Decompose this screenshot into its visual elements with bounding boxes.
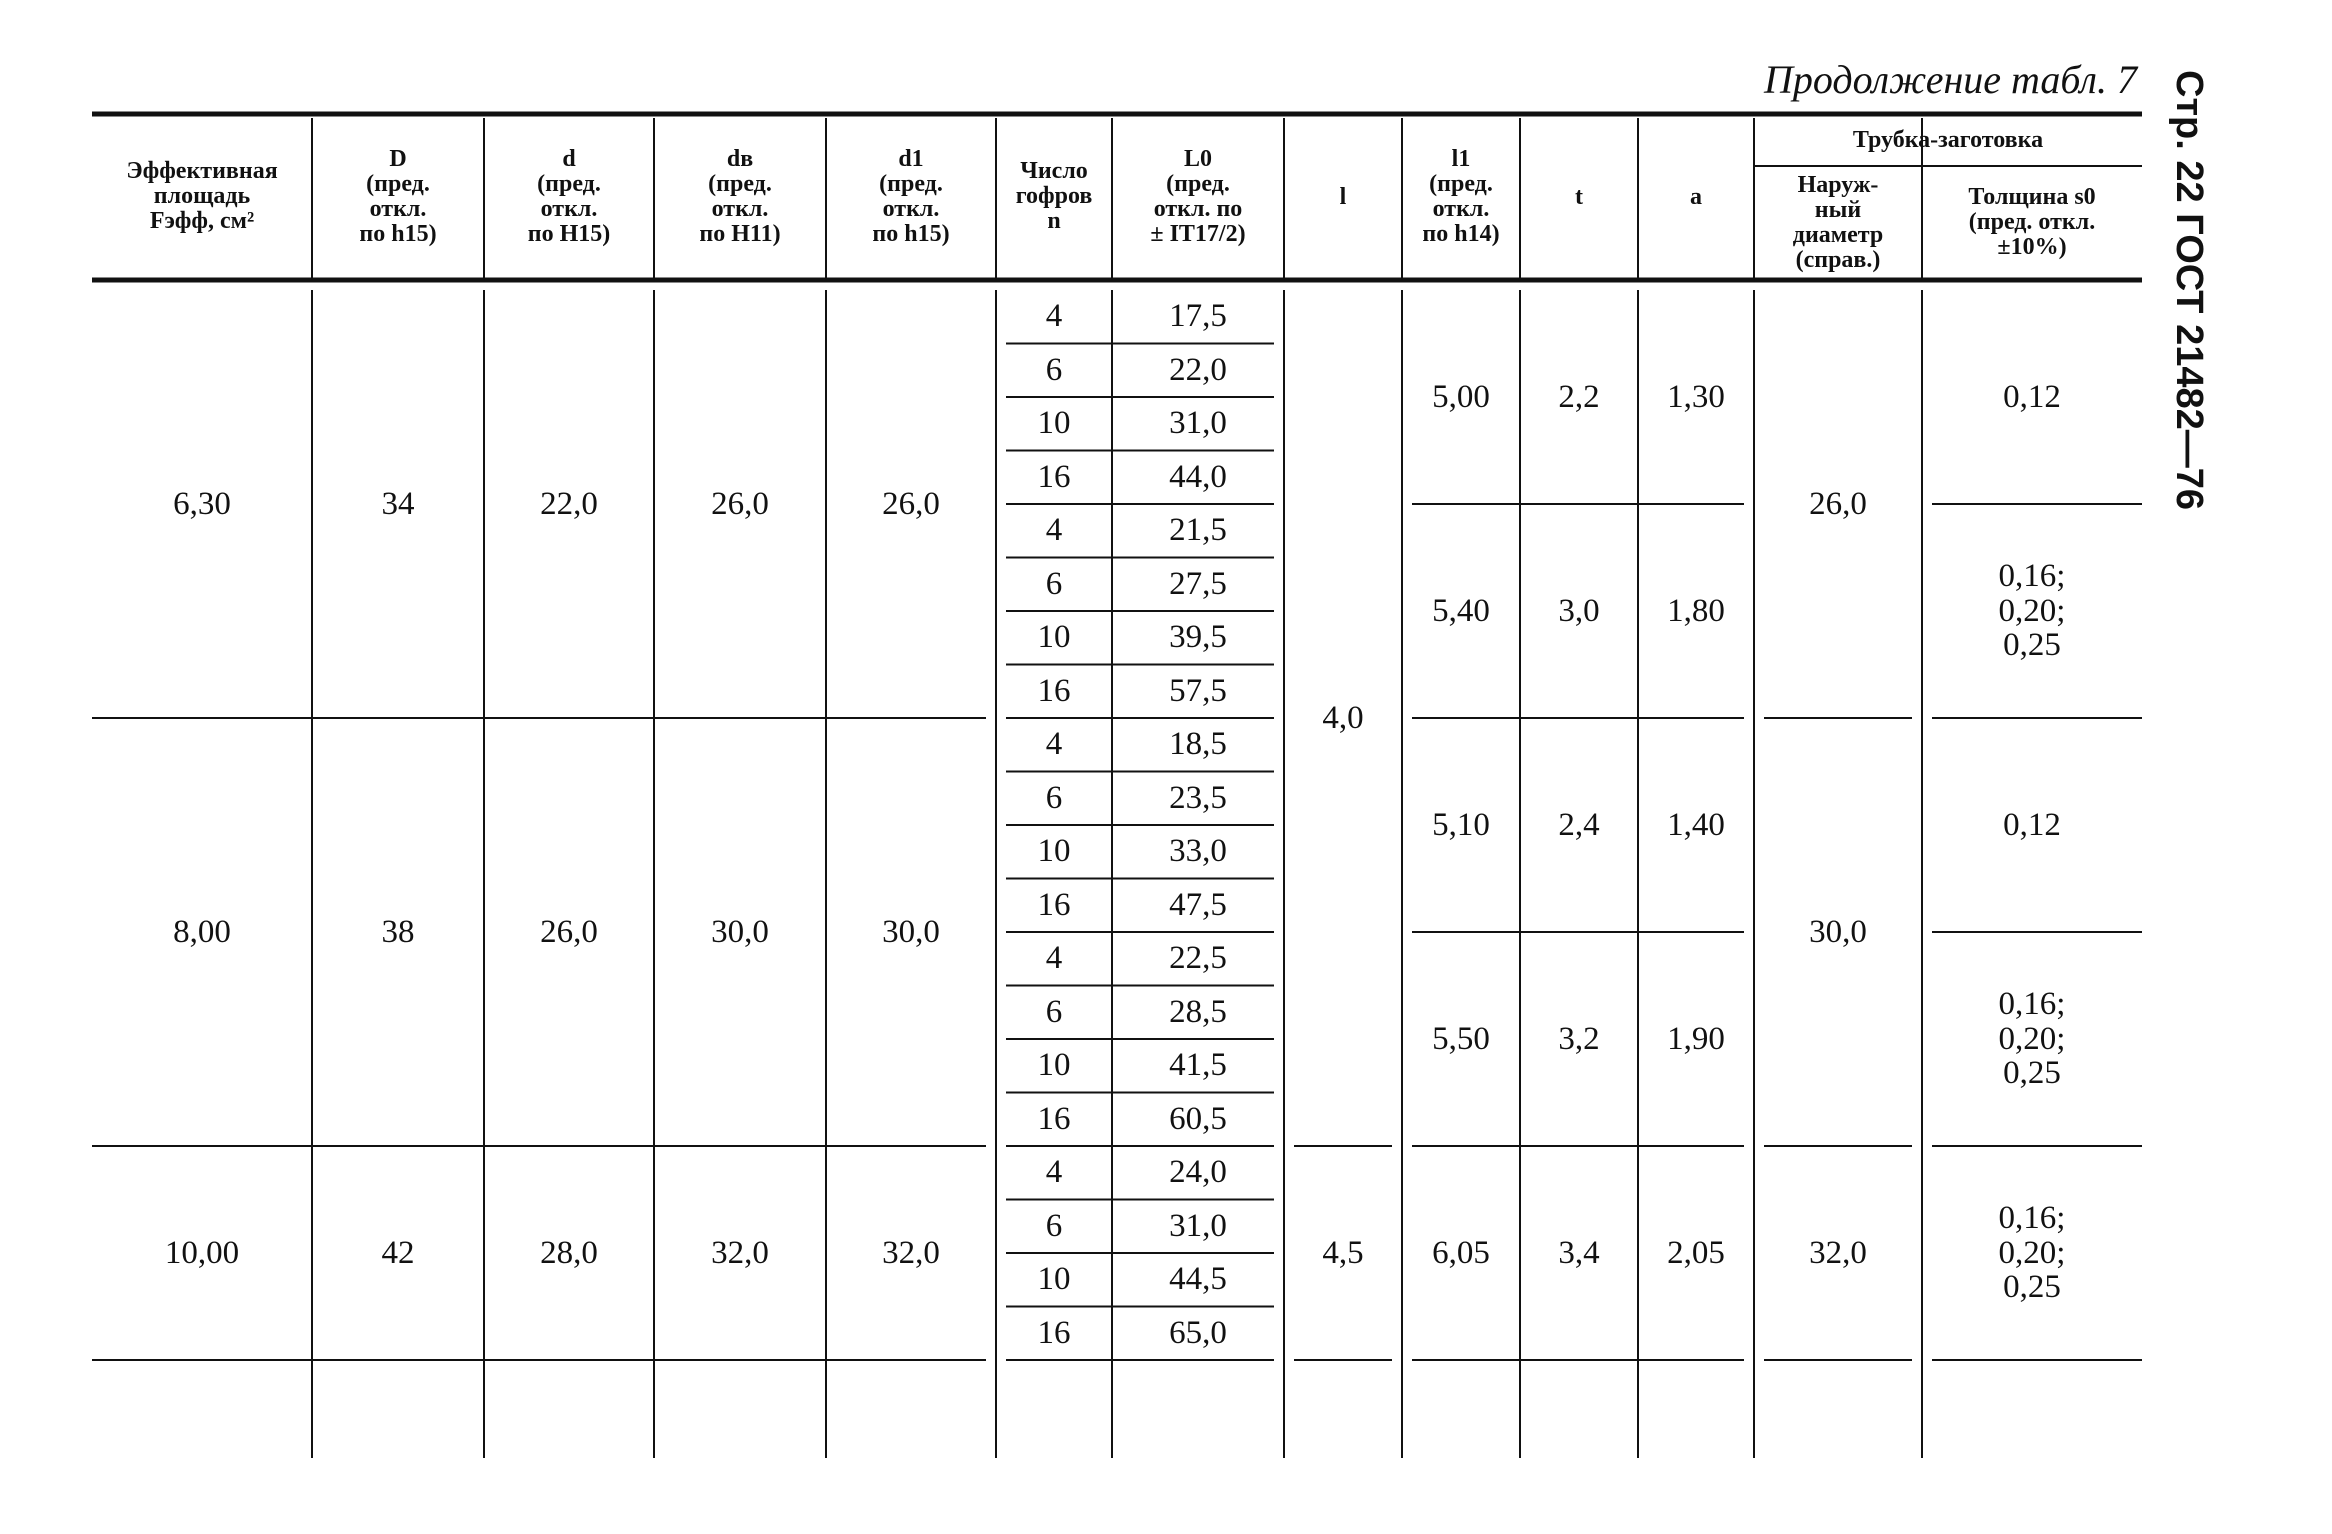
- header-d-line: откл.: [540, 195, 598, 222]
- value-l1: [1402, 1234, 1520, 1271]
- value-thickness-line: 0,20;: [1998, 1234, 2066, 1271]
- length-L0: [1112, 1263, 1284, 1296]
- corrugation-count: [996, 351, 1112, 388]
- side-page-header: [2142, 70, 2232, 510]
- value-t-line: 3,0: [1558, 592, 1600, 629]
- value-a-line: 2,05: [1667, 1234, 1725, 1271]
- value-l-line: 4,5: [1322, 1234, 1364, 1271]
- header-D: [312, 147, 484, 248]
- header-d-line: по H15): [527, 221, 611, 248]
- header-n-line: Число: [1020, 158, 1088, 184]
- value-l: [1284, 699, 1402, 736]
- value-outer-diameter-line: 32,0: [1809, 1234, 1867, 1271]
- corrugation-count: [996, 672, 1112, 709]
- length-L0-line: 57,5: [1169, 672, 1227, 709]
- value-l1: [1402, 806, 1520, 843]
- value-area-line: 10,00: [164, 1234, 240, 1271]
- value-a-line: 1,40: [1667, 806, 1725, 843]
- value-d: [484, 913, 654, 950]
- corrugation-count: [996, 779, 1112, 816]
- header-D-line: по h15): [359, 221, 437, 248]
- length-L0: [1112, 351, 1284, 388]
- value-l1: [1402, 592, 1520, 629]
- value-t: [1520, 1234, 1638, 1271]
- corrugation-count-line: 4: [1045, 298, 1063, 335]
- corrugation-count: [996, 621, 1112, 654]
- value-a: [1638, 592, 1754, 629]
- length-L0-line: 28,5: [1169, 993, 1227, 1030]
- header-area: [92, 159, 312, 235]
- header-dv: [654, 147, 826, 248]
- header-dv-line: по H11): [699, 221, 781, 248]
- length-L0-line: 23,5: [1169, 779, 1227, 816]
- value-outer-diameter-line: 30,0: [1809, 913, 1867, 950]
- header-L0-line: откл. по: [1153, 195, 1243, 222]
- header-D-line: (пред.: [366, 170, 430, 197]
- value-thickness-line: 0,20;: [1998, 592, 2066, 629]
- header-d1-line: (пред.: [879, 170, 943, 197]
- value-thickness-line: 0,25: [2003, 627, 2061, 664]
- header-outer-line: (справ.): [1795, 247, 1881, 274]
- value-a-line: 1,90: [1667, 1020, 1725, 1057]
- header-d1-line: d1: [898, 145, 924, 172]
- length-L0-line: 22,0: [1169, 351, 1227, 388]
- header-D-line: D: [389, 145, 407, 172]
- length-L0-line: 18,5: [1169, 726, 1227, 763]
- value-a-line: 1,30: [1667, 378, 1725, 415]
- header-tube-line: Трубка-заготовка: [1852, 126, 2044, 153]
- corrugation-count: [996, 458, 1112, 495]
- header-l1-line: l1: [1451, 145, 1471, 172]
- value-dv-line: 30,0: [711, 913, 769, 950]
- header-tube: [1754, 128, 2142, 153]
- value-t-line: 3,2: [1558, 1020, 1600, 1057]
- value-l1-line: 5,10: [1432, 806, 1490, 843]
- corrugation-count-line: 10: [1037, 619, 1071, 656]
- length-L0-line: 21,5: [1169, 512, 1227, 549]
- value-area-line: 8,00: [173, 913, 231, 950]
- value-l: [1284, 1234, 1402, 1271]
- header-l1-line: откл.: [1432, 195, 1490, 222]
- corrugation-count-line: 4: [1045, 1154, 1063, 1191]
- corrugation-count-line: 16: [1037, 458, 1071, 495]
- value-thickness: [1922, 1201, 2142, 1305]
- value-thickness-line: 0,12: [2003, 806, 2061, 843]
- corrugation-count: [996, 993, 1112, 1030]
- value-thickness-line: 0,16;: [1998, 1200, 2066, 1236]
- length-L0-line: 31,0: [1169, 405, 1227, 442]
- length-L0-line: 17,5: [1169, 298, 1227, 335]
- value-thickness: [1922, 987, 2142, 1091]
- header-area-line: Эффективная: [126, 158, 278, 184]
- value-t-line: 2,2: [1558, 378, 1600, 415]
- header-d1-line: откл.: [882, 195, 940, 222]
- header-d-line: (пред.: [537, 170, 601, 197]
- length-L0: [1112, 886, 1284, 923]
- header-l1-line: по h14): [1422, 221, 1500, 248]
- corrugation-count-line: 10: [1037, 405, 1071, 442]
- value-d: [484, 1234, 654, 1271]
- header-l: [1284, 185, 1402, 210]
- value-dv: [654, 1234, 826, 1271]
- header-l1: [1402, 147, 1520, 248]
- header-n-line: n: [1047, 208, 1061, 235]
- corrugation-count: [996, 1207, 1112, 1244]
- corrugation-count-line: 10: [1037, 1261, 1071, 1298]
- corrugation-count-line: 16: [1037, 1100, 1071, 1137]
- length-L0-line: 33,0: [1169, 833, 1227, 870]
- value-area: [92, 1234, 312, 1271]
- length-L0: [1112, 621, 1284, 654]
- length-L0: [1112, 835, 1284, 868]
- length-L0-line: 39,5: [1169, 619, 1227, 656]
- value-thickness-line: 0,16;: [1998, 986, 2066, 1022]
- length-L0: [1112, 672, 1284, 709]
- corrugation-count-line: 6: [1045, 1207, 1063, 1244]
- length-L0: [1112, 1156, 1284, 1189]
- continuation-caption: Продолжение табл. 7: [1763, 57, 2137, 102]
- corrugation-count: [996, 886, 1112, 923]
- header-d: [484, 147, 654, 248]
- value-t: [1520, 592, 1638, 629]
- header-outer-line: Наруж-: [1797, 171, 1879, 198]
- header-thickness: [1922, 185, 2142, 261]
- length-L0-line: 44,0: [1169, 458, 1227, 495]
- length-L0: [1112, 1100, 1284, 1137]
- value-a: [1638, 1234, 1754, 1271]
- corrugation-count-line: 6: [1045, 565, 1063, 602]
- corrugation-count-line: 4: [1045, 726, 1063, 763]
- value-D: [312, 1234, 484, 1271]
- value-t-line: 2,4: [1558, 806, 1600, 843]
- header-n: [996, 159, 1112, 235]
- value-l1-line: 5,40: [1432, 592, 1490, 629]
- header-L0-line: (пред.: [1166, 170, 1230, 197]
- header-d-line: d: [562, 145, 576, 172]
- corrugation-count: [996, 1100, 1112, 1137]
- header-l-line: l: [1339, 183, 1347, 210]
- value-outer-diameter-line: 26,0: [1809, 485, 1867, 522]
- corrugation-count-line: 10: [1037, 833, 1071, 870]
- value-l1-line: 5,50: [1432, 1020, 1490, 1057]
- header-a: [1638, 185, 1754, 210]
- header-a-line: a: [1690, 183, 1702, 210]
- value-dv-line: 32,0: [711, 1234, 769, 1271]
- value-outer-diameter: [1754, 1234, 1922, 1271]
- length-L0: [1112, 1049, 1284, 1082]
- value-thickness: [1922, 559, 2142, 663]
- length-L0-line: 22,5: [1169, 940, 1227, 977]
- corrugation-count: [996, 1263, 1112, 1296]
- value-thickness: [1922, 380, 2142, 415]
- value-t: [1520, 1020, 1638, 1057]
- header-L0: [1112, 147, 1284, 248]
- header-n-line: гофров: [1015, 183, 1093, 210]
- value-D: [312, 913, 484, 950]
- length-L0-line: 65,0: [1169, 1314, 1227, 1351]
- header-dv-line: dв: [726, 145, 754, 172]
- value-d1: [826, 1234, 996, 1271]
- corrugation-count: [996, 1314, 1112, 1351]
- corrugation-count-line: 4: [1045, 940, 1063, 977]
- header-t: [1520, 185, 1638, 210]
- corrugation-count-line: 16: [1037, 672, 1071, 709]
- corrugation-count-line: 6: [1045, 779, 1063, 816]
- corrugation-count: [996, 514, 1112, 547]
- length-L0: [1112, 993, 1284, 1030]
- length-L0: [1112, 458, 1284, 495]
- corrugation-count: [996, 1049, 1112, 1082]
- header-l1-line: (пред.: [1429, 170, 1493, 197]
- value-d-line: 22,0: [540, 485, 598, 522]
- value-d: [484, 485, 654, 522]
- corrugation-count-line: 6: [1045, 351, 1063, 388]
- length-L0: [1112, 728, 1284, 761]
- value-D: [312, 485, 484, 522]
- corrugation-count-line: 16: [1037, 1314, 1071, 1351]
- header-thickness-line: Толщина s0: [1968, 184, 2096, 210]
- length-L0: [1112, 1314, 1284, 1351]
- header-thickness-line: ±10%): [1997, 234, 2067, 261]
- value-dv-line: 26,0: [711, 485, 769, 522]
- value-d1: [826, 913, 996, 950]
- value-area: [92, 485, 312, 522]
- value-thickness-line: 0,16;: [1998, 558, 2066, 594]
- length-L0-line: 60,5: [1169, 1100, 1227, 1137]
- value-a: [1638, 378, 1754, 415]
- length-L0: [1112, 407, 1284, 440]
- value-D-line: 38: [381, 913, 415, 950]
- value-t: [1520, 378, 1638, 415]
- length-L0-line: 27,5: [1169, 565, 1227, 602]
- corrugation-count: [996, 407, 1112, 440]
- header-outer: [1754, 173, 1922, 274]
- length-L0: [1112, 942, 1284, 975]
- side-page-header-text: Стр. 22 ГОСТ 21482—76: [2168, 70, 2210, 511]
- value-l1-line: 5,00: [1432, 378, 1490, 415]
- value-outer-diameter: [1754, 913, 1922, 950]
- corrugation-count: [996, 300, 1112, 333]
- value-thickness-line: 0,20;: [1998, 1020, 2066, 1057]
- corrugation-count-line: 10: [1037, 1047, 1071, 1084]
- length-L0: [1112, 514, 1284, 547]
- value-d-line: 28,0: [540, 1234, 598, 1271]
- value-d1-line: 30,0: [882, 913, 940, 950]
- value-thickness: [1922, 808, 2142, 843]
- value-thickness-line: 0,12: [2003, 378, 2061, 415]
- corrugation-count-line: 4: [1045, 512, 1063, 549]
- value-d1-line: 32,0: [882, 1234, 940, 1271]
- header-outer-line: ный: [1814, 196, 1862, 223]
- value-area: [92, 913, 312, 950]
- value-thickness-line: 0,25: [2003, 1269, 2061, 1306]
- header-d1-line: по h15): [872, 221, 950, 248]
- value-a-line: 1,80: [1667, 592, 1725, 629]
- length-L0-line: 44,5: [1169, 1261, 1227, 1298]
- value-l1: [1402, 1020, 1520, 1057]
- value-l1: [1402, 378, 1520, 415]
- value-d1-line: 26,0: [882, 485, 940, 522]
- header-L0-line: ± IT17/2): [1150, 221, 1246, 248]
- corrugation-count: [996, 728, 1112, 761]
- value-D-line: 42: [381, 1234, 415, 1271]
- header-t-line: t: [1575, 183, 1583, 210]
- length-L0-line: 47,5: [1169, 886, 1227, 923]
- length-L0: [1112, 779, 1284, 816]
- value-t-line: 3,4: [1558, 1234, 1600, 1271]
- value-dv: [654, 913, 826, 950]
- header-d1: [826, 147, 996, 248]
- value-dv: [654, 485, 826, 522]
- corrugation-count-line: 6: [1045, 993, 1063, 1030]
- header-outer-line: диаметр: [1792, 221, 1884, 248]
- value-outer-diameter: [1754, 485, 1922, 522]
- value-d1: [826, 485, 996, 522]
- value-D-line: 34: [381, 485, 415, 522]
- length-L0: [1112, 1207, 1284, 1244]
- length-L0: [1112, 565, 1284, 602]
- value-l1-line: 6,05: [1432, 1234, 1490, 1271]
- value-a: [1638, 1020, 1754, 1057]
- length-L0-line: 41,5: [1169, 1047, 1227, 1084]
- corrugation-count-line: 16: [1037, 886, 1071, 923]
- corrugation-count: [996, 835, 1112, 868]
- header-area-line: площадь: [153, 183, 251, 210]
- corrugation-count: [996, 942, 1112, 975]
- value-a: [1638, 806, 1754, 843]
- header-area-line: Fэфф, см²: [149, 208, 255, 235]
- header-dv-line: (пред.: [708, 170, 772, 197]
- header-D-line: откл.: [369, 195, 427, 222]
- value-d-line: 26,0: [540, 913, 598, 950]
- length-L0: [1112, 300, 1284, 333]
- value-t: [1520, 806, 1638, 843]
- length-L0-line: 24,0: [1169, 1154, 1227, 1191]
- corrugation-count: [996, 565, 1112, 602]
- value-area-line: 6,30: [173, 485, 231, 522]
- value-l-line: 4,0: [1322, 699, 1364, 736]
- header-dv-line: откл.: [711, 195, 769, 222]
- header-thickness-line: (пред. откл.: [1968, 209, 2096, 236]
- value-thickness-line: 0,25: [2003, 1055, 2061, 1092]
- header-L0-line: L0: [1183, 145, 1212, 172]
- length-L0-line: 31,0: [1169, 1207, 1227, 1244]
- corrugation-count: [996, 1156, 1112, 1189]
